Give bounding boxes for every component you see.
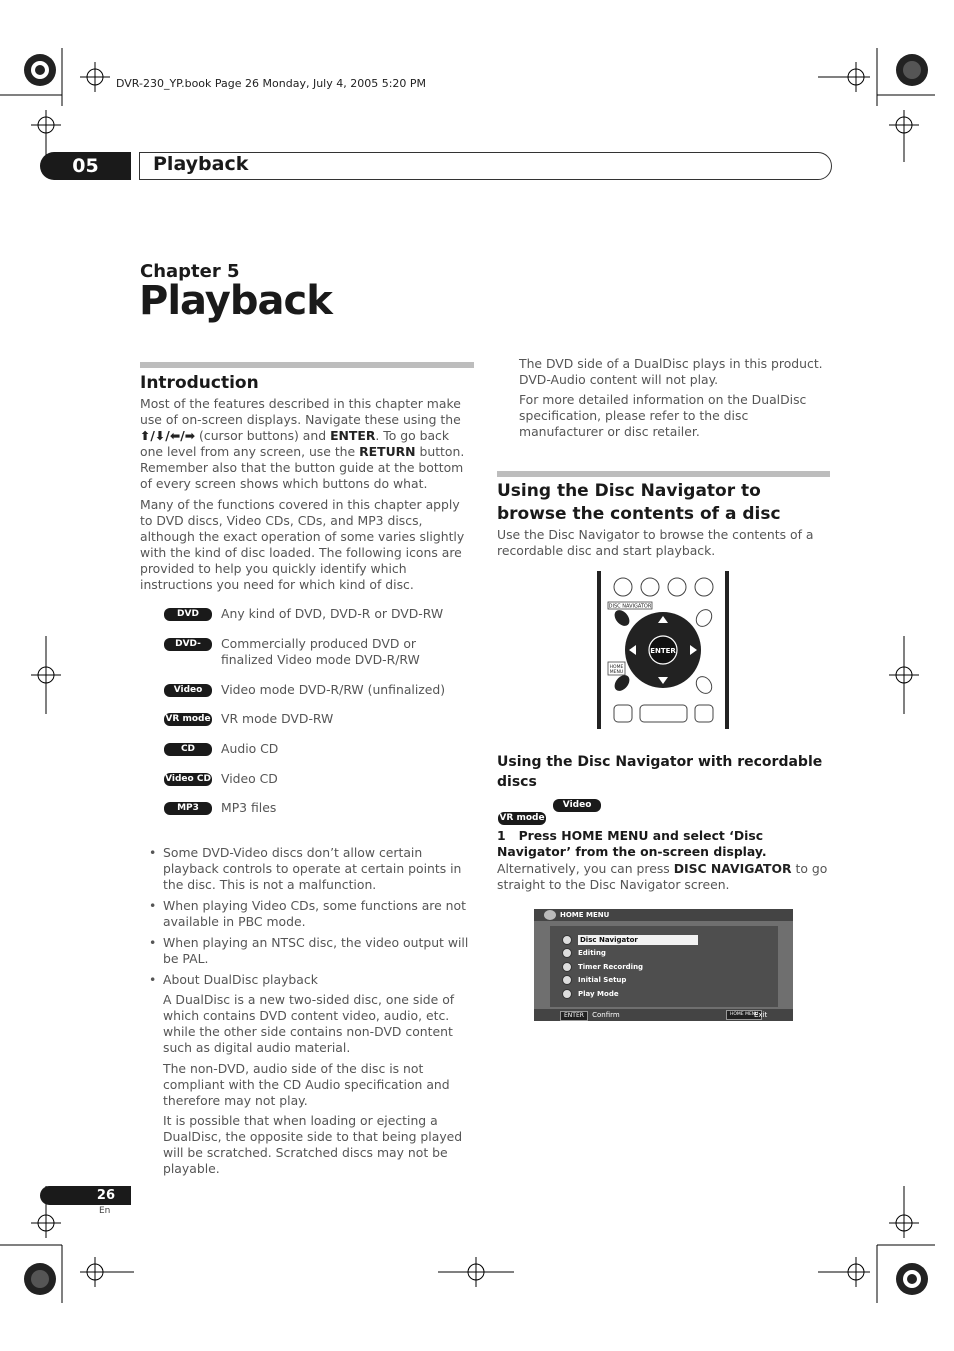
list-item: • When playing an NTSC disc, the video output will be PAL.: [140, 935, 474, 967]
list-item: • When playing Video CDs, some functions are not available in PBC mode.: [140, 898, 474, 930]
dvd-badge: DVD: [164, 608, 212, 621]
home-menu-screen: [534, 909, 793, 1021]
chapter-tab: 05: [40, 152, 131, 180]
print-info: DVR-230_YP.book Page 26 Monday, July 4, 2005 5:20 PM: [116, 77, 427, 90]
chapter-label: Chapter 5: [140, 261, 240, 282]
home-menu-titlebar: [534, 909, 793, 921]
disc-navigator-icon: [562, 935, 572, 945]
dualdisc-paragraph-2: The non-DVD, audio side of the disc is not compliant with the CD Audio specification and therefore may not play.: [163, 1061, 450, 1108]
menu-panel: [550, 926, 778, 1007]
disc-icon: [544, 910, 556, 920]
menu-item-disc-navigator[interactable]: Disc Navigator: [578, 935, 698, 945]
cursor-arrows: ⬆/⬇/⬅/➡: [140, 428, 196, 443]
step-1-body: Alternatively, you can press DISC NAVIGATOR to go straight to the Disc Navigator screen.: [497, 861, 828, 892]
dualdisc-paragraph-5: For more detailed information on the DualDisc specification, please refer to the disc manufacturer or disc retailer.: [519, 392, 807, 439]
step-text: Press HOME MENU and select ‘Disc Navigator’ from the on-screen display.: [497, 828, 767, 859]
step-number: 1: [497, 828, 506, 843]
confirm-label: Confirm: [592, 1011, 620, 1019]
page-title: Playback: [139, 278, 332, 324]
section-title: Playback: [153, 153, 249, 175]
list-item: • About DualDisc playback: [140, 972, 474, 988]
menu-item-play-mode[interactable]: Play Mode: [578, 990, 619, 998]
menu-item-editing[interactable]: Editing: [578, 949, 606, 957]
menu-item-timer-recording[interactable]: Timer Recording: [578, 963, 644, 971]
language-code: En: [99, 1206, 111, 1216]
video-mode-badge: Video mode: [164, 684, 212, 697]
vr-mode-badge: VR mode: [499, 813, 545, 823]
section-rule: [140, 362, 474, 368]
play-mode-icon: [562, 989, 572, 999]
mp3-badge: MP3: [164, 802, 212, 815]
button-guide: [534, 1009, 793, 1021]
intro-paragraph-1: Most of the features described in this chapter make use of on-screen displays. Navigate these using the ⬆/⬇/⬅/➡ (cursor buttons) and ENTER. To go back one level from any screen, use the RETURN button. Remember also that the button guide at the bottom of every screen shows which buttons do what.: [140, 396, 465, 491]
setup-icon: [562, 975, 572, 985]
sub-heading: Using the Disc Navigator with recordable discs: [497, 754, 823, 790]
page-number: 26: [40, 1186, 131, 1205]
home-menu-key: HOME MENU: [726, 1010, 762, 1020]
step-1: [497, 828, 830, 860]
dualdisc-paragraph-3: It is possible that when loading or ejecting a DualDisc, the opposite side to that being played will be scratched. Scratched discs may not be playable.: [163, 1113, 463, 1176]
disc-navigator-label: DISC NAVIGATOR: [608, 603, 652, 610]
video-mode-badge: Video mode: [553, 799, 601, 812]
navigator-intro: Use the Disc Navigator to browse the contents of a recordable disc and start playback.: [497, 527, 814, 558]
dualdisc-paragraph-4: The DVD side of a DualDisc plays in this product. DVD-Audio content will not play.: [519, 356, 823, 387]
intro-paragraph-2: Many of the functions covered in this chapter apply to DVD discs, Video CDs, CDs, and MP3 discs, although the exact operation of some varies slightly with the kind of disc loaded. The following icons are provided to help you quickly identify which instructions you need for which kind of disc.: [140, 497, 465, 592]
notes-list: [140, 845, 474, 988]
sub-badges: [498, 799, 601, 825]
menu-label: MENU: [609, 670, 624, 675]
remote-illustration: [596, 570, 730, 730]
enter-label: ENTER: [650, 647, 676, 655]
cd-badge: CD: [164, 743, 212, 756]
menu-item-initial-setup[interactable]: Initial Setup: [578, 976, 627, 984]
navigator-heading: Using the Disc Navigator to browse the contents of a disc: [497, 481, 781, 524]
section-rule: [497, 471, 830, 477]
dualdisc-paragraph-1: A DualDisc is a new two-sided disc, one side of which contains DVD content video, audio, etc. while the other side contains non-DVD content such as digital audio material.: [163, 992, 455, 1055]
dvd-video-badge: DVD-Video: [164, 638, 212, 651]
exit-label: Exit: [754, 1011, 768, 1019]
list-item: • Some DVD-Video discs don’t allow certain playback controls to operate at certain points in the disc. This is not a malfunction.: [140, 845, 474, 893]
home-menu-title: HOME MENU: [560, 911, 610, 919]
vr-mode-badge: VR mode: [165, 714, 211, 724]
intro-heading: Introduction: [140, 373, 259, 393]
home-label: HOME: [609, 665, 624, 670]
timer-icon: [562, 962, 572, 972]
enter-key: ENTER: [560, 1011, 588, 1021]
editing-icon: [562, 948, 572, 958]
video-cd-badge: Video CD: [165, 774, 211, 784]
